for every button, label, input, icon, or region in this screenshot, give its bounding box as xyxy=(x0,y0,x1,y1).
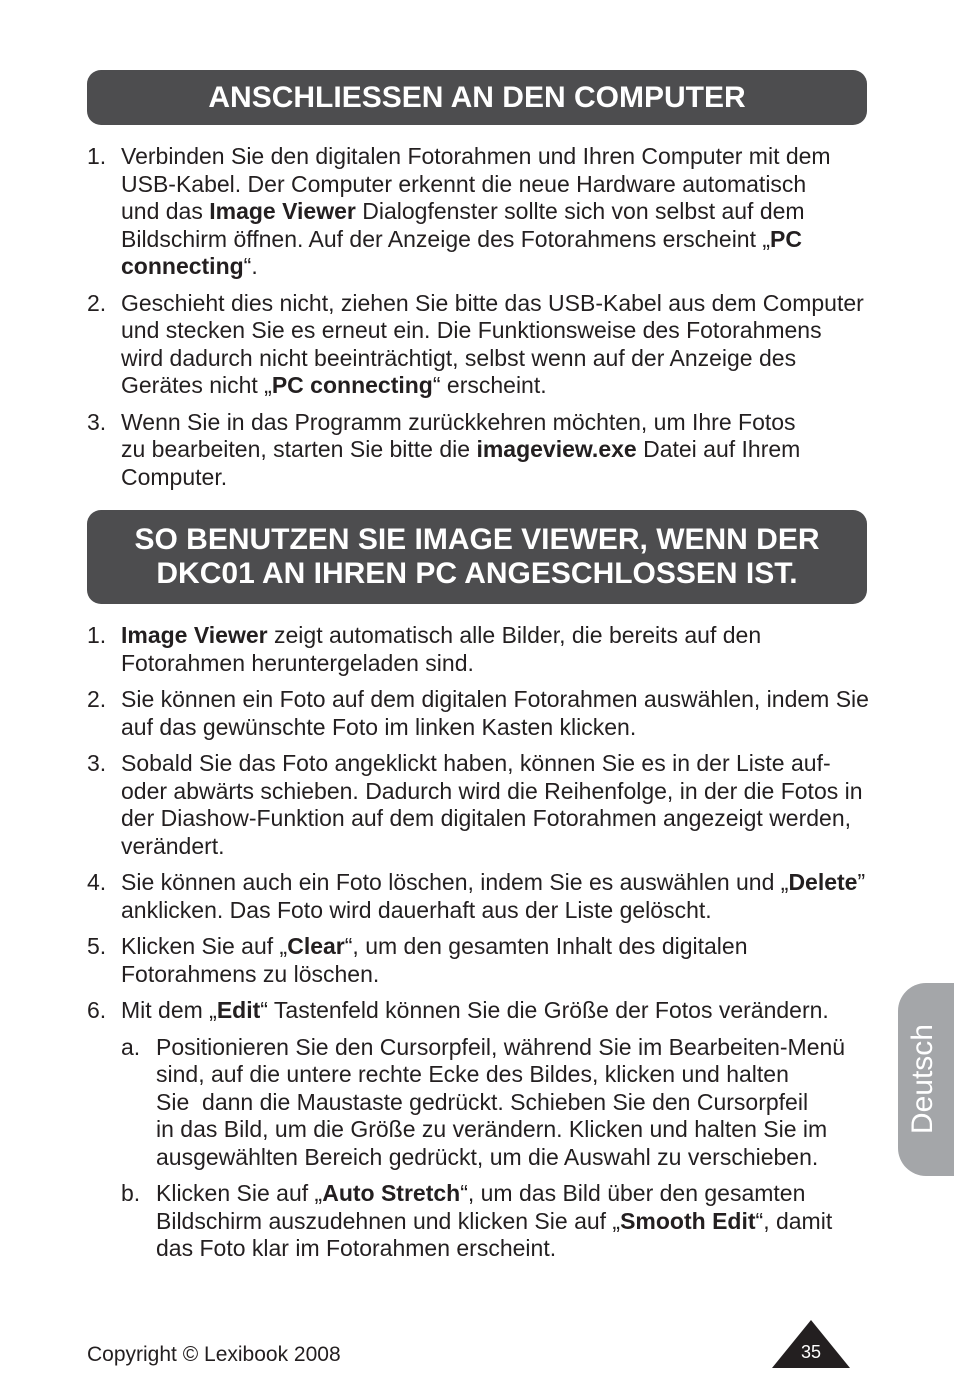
text-segment: und das xyxy=(121,198,210,224)
text-segment: auf das gewünschte Foto im linken Kasten klicken. xyxy=(121,713,637,740)
text-line xyxy=(121,198,887,226)
section-header-connect xyxy=(87,70,867,125)
text-segment: Klicken Sie auf „ xyxy=(121,933,288,959)
text-segment: Fotorahmens zu löschen. xyxy=(121,960,380,987)
section-title-line: SO BENUTZEN SIE IMAGE VIEWER, WENN DER xyxy=(134,523,820,556)
bold-term: imageview.exe xyxy=(476,436,637,462)
text-segment: Sie können ein Foto auf dem digitalen Fotorahmen auswählen, indem Sie xyxy=(121,686,869,712)
sub-item-letter: b. xyxy=(121,1180,141,1206)
text-segment: Sobald Sie das Foto angeklickt haben, können Sie es in der Liste auf- xyxy=(121,750,831,776)
text-segment: USB-Kabel. Der Computer erkennt die neue Hardware automatisch xyxy=(121,170,807,197)
item-text xyxy=(121,933,887,988)
item-number: 3. xyxy=(87,750,107,776)
sub-list-item xyxy=(121,1034,887,1172)
text-segment: wird dadurch nicht beeinträchtigt, selbst wenn auf der Anzeige des xyxy=(121,344,797,371)
text-line xyxy=(121,714,887,742)
text-segment: Mit dem „ xyxy=(121,997,217,1023)
text-segment: Datei auf Ihrem xyxy=(636,436,801,462)
text-segment: “ Tastenfeld können Sie die Größe der Fotos verändern. xyxy=(260,997,829,1023)
text-line xyxy=(121,226,887,254)
text-segment: Geschieht dies nicht, ziehen Sie bitte das USB-Kabel aus dem Computer xyxy=(121,289,864,316)
text-segment: Fotorahmen heruntergeladen sind. xyxy=(121,649,474,676)
text-line xyxy=(121,833,887,861)
text-line xyxy=(121,750,887,778)
edit-substeps-list xyxy=(121,1034,887,1263)
text-segment: “, damit xyxy=(755,1207,833,1234)
text-line xyxy=(156,1061,887,1089)
item-text xyxy=(121,686,887,741)
text-segment: Positionieren Sie den Cursorpfeil, während Sie im Bearbeiten-Menü xyxy=(156,1033,846,1060)
text-line xyxy=(121,143,887,171)
text-line xyxy=(156,1235,887,1263)
text-line xyxy=(156,1180,887,1208)
item-text xyxy=(121,997,887,1272)
item-text xyxy=(121,750,887,860)
text-line xyxy=(121,997,887,1025)
text-segment: sind, auf die untere rechte Ecke des Bildes, klicken und halten xyxy=(156,1061,789,1087)
item-number: 5. xyxy=(87,933,107,959)
text-line xyxy=(121,317,887,345)
text-segment: Bildschirm auszudehnen und klicken Sie auf „ xyxy=(156,1207,621,1234)
item-text xyxy=(121,869,887,924)
text-segment: “. xyxy=(243,253,258,279)
sub-item-text xyxy=(156,1034,887,1172)
text-line xyxy=(121,961,887,989)
text-line xyxy=(121,869,887,897)
text-segment: ” xyxy=(857,869,866,895)
bold-term: PC connecting xyxy=(271,372,433,398)
sub-list-item xyxy=(121,1180,887,1263)
text-segment: Klicken Sie auf „ xyxy=(156,1180,323,1206)
text-line xyxy=(121,897,887,925)
sub-item-letter: a. xyxy=(121,1033,141,1060)
text-line xyxy=(156,1116,887,1144)
text-segment: Wenn Sie in das Programm zurückkehren möchten, um Ihre Fotos xyxy=(121,408,796,435)
item-number: 1. xyxy=(87,622,107,648)
text-segment: anklicken. Das Foto wird dauerhaft aus der Liste gelöscht. xyxy=(121,896,712,923)
image-viewer-steps-list xyxy=(87,622,887,1281)
section-title: ANSCHLIESSEN AN DEN COMPUTER xyxy=(208,80,746,114)
text-line xyxy=(156,1208,887,1236)
text-segment: oder abwärts schieben. Dadurch wird die Reihenfolge, in der die Fotos in xyxy=(121,777,863,804)
text-segment: Sie dann die Maustaste gedrückt. Schieben Sie den Cursorpfeil xyxy=(156,1088,809,1115)
text-segment: zu bearbeiten, starten Sie bitte die xyxy=(121,436,477,462)
text-line xyxy=(121,253,887,281)
section-header-image-viewer xyxy=(87,510,867,604)
text-line xyxy=(121,372,887,400)
list-item xyxy=(87,622,887,677)
text-line xyxy=(121,622,887,650)
bold-term: Image Viewer xyxy=(209,198,356,224)
text-segment: verändert. xyxy=(121,832,225,859)
bold-term: Image Viewer xyxy=(121,622,268,648)
bold-term: Edit xyxy=(216,997,261,1023)
bold-term: connecting xyxy=(121,253,244,279)
text-line xyxy=(121,436,887,464)
section-title-line: DKC01 AN IHREN PC ANGESCHLOSSEN IST. xyxy=(156,557,798,590)
text-segment: Dialogfenster sollte sich von selbst auf dem xyxy=(355,198,805,224)
page-number-badge xyxy=(771,1320,851,1369)
text-line xyxy=(121,933,887,961)
item-text xyxy=(121,622,887,677)
text-line xyxy=(156,1034,887,1062)
text-line xyxy=(121,686,887,714)
item-number: 2. xyxy=(87,289,107,316)
connect-steps-list xyxy=(87,143,887,500)
item-number: 2. xyxy=(87,686,107,712)
item-text xyxy=(121,143,887,281)
text-segment: das Foto klar im Fotorahmen erscheint. xyxy=(156,1235,557,1261)
bold-term: Delete xyxy=(788,869,858,895)
list-item xyxy=(87,290,887,400)
text-line xyxy=(156,1089,887,1117)
text-line xyxy=(121,805,887,833)
text-line xyxy=(121,290,887,318)
list-item xyxy=(87,933,887,988)
text-line xyxy=(121,409,887,437)
list-item xyxy=(87,997,887,1272)
bold-term: Auto Stretch xyxy=(322,1180,461,1206)
item-number: 4. xyxy=(87,869,107,895)
text-segment: Verbinden Sie den digitalen Fotorahmen und Ihren Computer mit dem xyxy=(121,143,831,169)
list-item xyxy=(87,750,887,860)
text-segment: der Diashow-Funktion auf dem digitalen Fotorahmen angezeigt werden, xyxy=(121,805,852,831)
item-number: 3. xyxy=(87,408,107,435)
bold-term: PC xyxy=(770,225,802,252)
list-item xyxy=(87,869,887,924)
text-line xyxy=(121,778,887,806)
text-line xyxy=(121,171,887,199)
page-number: 35 xyxy=(800,1342,822,1362)
text-line xyxy=(121,650,887,678)
language-tab-label: Deutsch xyxy=(906,1024,939,1135)
language-tab xyxy=(898,983,954,1176)
list-item xyxy=(87,143,887,281)
text-line xyxy=(121,345,887,373)
bold-term: Smooth Edit xyxy=(620,1207,756,1234)
text-line xyxy=(156,1144,887,1172)
text-segment: Computer. xyxy=(121,463,228,490)
text-segment: “, um das Bild über den gesamten xyxy=(460,1180,806,1206)
text-segment: Sie können auch ein Foto löschen, indem Sie es auswählen und „ xyxy=(121,869,789,895)
text-segment: in das Bild, um die Größe zu verändern. Klicken und halten Sie im xyxy=(156,1116,828,1142)
item-text xyxy=(121,409,887,492)
text-segment: zeigt automatisch alle Bilder, die bereits auf den xyxy=(267,622,762,648)
text-segment: “ erscheint. xyxy=(432,372,547,398)
text-segment: Gerätes nicht „ xyxy=(121,372,272,398)
text-segment: Bildschirm öffnen. Auf der Anzeige des Fotorahmens erscheint „ xyxy=(121,225,771,252)
text-segment: ausgewählten Bereich gedrückt, um die Auswahl zu verschieben. xyxy=(156,1143,819,1170)
text-segment: “, um den gesamten Inhalt des digitalen xyxy=(344,933,748,959)
item-text xyxy=(121,290,887,400)
text-line xyxy=(121,464,887,492)
list-item xyxy=(87,409,887,492)
item-number: 1. xyxy=(87,143,107,169)
list-item xyxy=(87,686,887,741)
copyright-notice: Copyright © Lexibook 2008 xyxy=(87,1343,341,1366)
item-number: 6. xyxy=(87,997,107,1023)
sub-item-text xyxy=(156,1180,887,1263)
text-segment: und stecken Sie es erneut ein. Die Funktionsweise des Fotorahmens xyxy=(121,317,822,343)
bold-term: Clear xyxy=(287,933,345,959)
